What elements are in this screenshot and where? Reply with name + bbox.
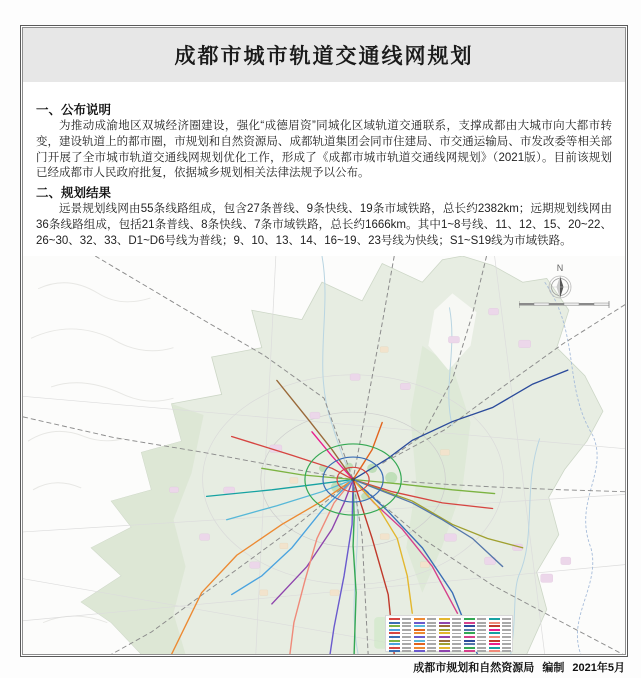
- legend-item: [439, 643, 461, 645]
- section-announcement: [36, 103, 612, 182]
- legend-item: [439, 647, 461, 649]
- legend-line-swatch: [414, 643, 425, 645]
- legend-line-swatch: [489, 647, 500, 649]
- title-band: [23, 28, 625, 82]
- legend-item: [439, 636, 461, 638]
- legend-item: [439, 622, 461, 624]
- legend-item: [414, 650, 436, 652]
- legend-label-placeholder: [427, 622, 436, 624]
- legend-item: [439, 625, 461, 627]
- legend-item: [389, 618, 411, 620]
- legend-label-placeholder: [427, 636, 436, 638]
- legend-label-placeholder: [427, 625, 436, 627]
- legend-line-swatch: [414, 629, 425, 631]
- legend-label-placeholder: [477, 629, 486, 631]
- legend-line-swatch: [464, 618, 475, 620]
- legend-line-swatch: [489, 636, 500, 638]
- legend-line-swatch: [464, 625, 475, 627]
- legend-line-swatch: [489, 632, 500, 634]
- legend-label-placeholder: [427, 640, 436, 642]
- document-frame-inner: [22, 27, 626, 655]
- legend-item: [439, 629, 461, 631]
- section-results-heading: 二、规划结果: [36, 186, 112, 201]
- legend-line-swatch: [414, 625, 425, 627]
- legend-label-placeholder: [477, 636, 486, 638]
- legend-line-swatch: [489, 625, 500, 627]
- legend-label-placeholder: [502, 625, 511, 627]
- legend-label-placeholder: [452, 640, 461, 642]
- legend-line-swatch: [489, 650, 500, 652]
- legend-label-placeholder: [477, 618, 486, 620]
- legend-line-swatch: [439, 622, 450, 624]
- legend-line-swatch: [414, 640, 425, 642]
- legend-label-placeholder: [502, 647, 511, 649]
- legend-item: [414, 629, 436, 631]
- legend-item: [389, 650, 411, 652]
- legend-item: [414, 643, 436, 645]
- section-announcement-body: 为推动成渝地区双城经济圈建设，强化“成德眉资”同城化区域轨道交通联系，支撑成都由大城市向大都市转变，建设轨道上的都市圈，市规划和自然资源局、成都轨道集团会同市住建局、市交通运输局、市发改委等相关部门开展了全市城市轨道交通线网规划优化工作，形成了《成都市城市轨道交通线网规划》（2021版）。目前该规划已经成都市人民政府批复，依据城乡规划相关法律法规予以公布。: [36, 120, 612, 180]
- legend-line-swatch: [389, 622, 400, 624]
- legend-item: [414, 636, 436, 638]
- legend-label-placeholder: [402, 625, 411, 627]
- legend-line-swatch: [389, 643, 400, 645]
- legend-line-swatch: [389, 636, 400, 638]
- legend-label-placeholder: [452, 633, 461, 635]
- legend-line-swatch: [414, 636, 425, 638]
- legend-label-placeholder: [402, 633, 411, 635]
- legend-item: [489, 629, 511, 631]
- legend-line-swatch: [389, 625, 400, 627]
- legend-item: [489, 636, 511, 638]
- legend-label-placeholder: [477, 650, 486, 652]
- legend-label-placeholder: [427, 618, 436, 620]
- legend-label-placeholder: [452, 647, 461, 649]
- legend-label-placeholder: [502, 618, 511, 620]
- footer-credit: 成都市规划和自然资源局 编制 2021年5月: [413, 662, 625, 674]
- legend-item: [389, 629, 411, 631]
- legend-line-swatch: [439, 647, 450, 649]
- legend-item: [439, 650, 461, 652]
- legend-item: [464, 639, 486, 641]
- rail-network-map-canvas: [23, 256, 625, 654]
- legend-label-placeholder: [502, 629, 511, 631]
- legend-line-swatch: [464, 643, 475, 645]
- legend-item: [389, 647, 411, 649]
- legend-line-swatch: [414, 632, 425, 634]
- legend-line-swatch: [389, 650, 400, 652]
- legend-item: [389, 639, 411, 641]
- legend-item: [464, 643, 486, 645]
- legend-label-placeholder: [477, 643, 486, 645]
- legend-line-swatch: [439, 636, 450, 638]
- legend-label-placeholder: [402, 636, 411, 638]
- legend-label-placeholder: [477, 622, 486, 624]
- legend-label-placeholder: [477, 633, 486, 635]
- legend-line-swatch: [389, 618, 400, 620]
- legend-label-placeholder: [452, 643, 461, 645]
- legend-line-swatch: [489, 643, 500, 645]
- legend-line-swatch: [464, 632, 475, 634]
- legend-line-swatch: [439, 625, 450, 627]
- section-announcement-heading: 一、公布说明: [36, 103, 112, 117]
- legend-label-placeholder: [502, 636, 511, 638]
- legend-label-placeholder: [477, 640, 486, 642]
- legend-item: [489, 639, 511, 641]
- legend-label-placeholder: [502, 622, 511, 624]
- legend-line-swatch: [389, 629, 400, 631]
- legend-line-swatch: [389, 640, 400, 642]
- legend-label-placeholder: [452, 622, 461, 624]
- legend-label-placeholder: [427, 643, 436, 645]
- legend-item: [414, 632, 436, 634]
- legend-item: [414, 647, 436, 649]
- map-scale-bar: [519, 296, 611, 306]
- legend-item: [489, 622, 511, 624]
- legend-item: [464, 632, 486, 634]
- legend-line-swatch: [389, 647, 400, 649]
- notice-text-block: [23, 82, 625, 256]
- legend-item: [414, 618, 436, 620]
- legend-label-placeholder: [427, 629, 436, 631]
- legend-item: [489, 643, 511, 645]
- legend-line-swatch: [464, 636, 475, 638]
- legend-item: [489, 618, 511, 620]
- legend-label-placeholder: [427, 633, 436, 635]
- legend-item: [439, 639, 461, 641]
- legend-label-placeholder: [452, 625, 461, 627]
- legend-line-swatch: [414, 622, 425, 624]
- legend-item: [414, 639, 436, 641]
- legend-item: [489, 650, 511, 652]
- legend-line-swatch: [464, 640, 475, 642]
- legend-label-placeholder: [502, 640, 511, 642]
- legend-line-swatch: [464, 647, 475, 649]
- legend-line-swatch: [414, 647, 425, 649]
- legend-line-swatch: [464, 622, 475, 624]
- legend-line-swatch: [439, 618, 450, 620]
- legend-label-placeholder: [402, 643, 411, 645]
- legend-line-swatch: [439, 643, 450, 645]
- legend-item: [389, 636, 411, 638]
- legend-label-placeholder: [477, 647, 486, 649]
- legend-label-placeholder: [402, 650, 411, 652]
- legend-item: [464, 650, 486, 652]
- legend-item: [464, 647, 486, 649]
- legend-label-placeholder: [452, 629, 461, 631]
- legend-line-swatch: [464, 629, 475, 631]
- legend-label-placeholder: [452, 650, 461, 652]
- legend-label-placeholder: [402, 640, 411, 642]
- legend-label-placeholder: [402, 618, 411, 620]
- legend-line-swatch: [439, 650, 450, 652]
- document-frame: [20, 25, 628, 657]
- legend-item: [464, 625, 486, 627]
- legend-line-swatch: [464, 650, 475, 652]
- legend-item: [464, 618, 486, 620]
- legend-item: [389, 622, 411, 624]
- legend-item: [414, 625, 436, 627]
- legend-item: [439, 618, 461, 620]
- legend-label-placeholder: [502, 633, 511, 635]
- section-results-body: 远景规划线网由55条线路组成，包含27条普线、9条快线、19条市域铁路，总长约2382km；远期规划线网由36条线路组成，包括21条普线、8条快线、7条市域铁路，总长约1666km。其中1~8号线、11、12、15、20~22、26~30、32、33、D1~D6号线为普线；9、10、13、14、16~19、23号线为快线；S1~S19线为市域铁路。: [36, 203, 612, 247]
- legend-label-placeholder: [402, 622, 411, 624]
- legend-line-swatch: [489, 629, 500, 631]
- legend-line-swatch: [439, 640, 450, 642]
- scale-bar-icon: [519, 299, 611, 309]
- legend-item: [389, 625, 411, 627]
- legend-item: [389, 643, 411, 645]
- legend-line-swatch: [489, 640, 500, 642]
- legend-label-placeholder: [427, 647, 436, 649]
- legend-label-placeholder: [452, 618, 461, 620]
- legend-item: [464, 629, 486, 631]
- legend-label-placeholder: [477, 625, 486, 627]
- legend-item: [464, 622, 486, 624]
- legend-item: [389, 632, 411, 634]
- rail-network-map: [23, 256, 625, 654]
- legend-item: [464, 636, 486, 638]
- legend-label-placeholder: [452, 636, 461, 638]
- legend-label-placeholder: [402, 629, 411, 631]
- legend-label-placeholder: [502, 643, 511, 645]
- legend-line-swatch: [414, 618, 425, 620]
- section-results: [36, 186, 612, 249]
- legend-label-placeholder: [427, 650, 436, 652]
- map-legend: [385, 615, 513, 652]
- legend-line-swatch: [389, 632, 400, 634]
- legend-line-swatch: [439, 632, 450, 634]
- legend-item: [489, 647, 511, 649]
- page-title: 成都市城市轨道交通线网规划: [174, 45, 474, 68]
- legend-item: [439, 632, 461, 634]
- legend-label-placeholder: [402, 647, 411, 649]
- legend-line-swatch: [489, 618, 500, 620]
- legend-line-swatch: [414, 650, 425, 652]
- legend-line-swatch: [439, 629, 450, 631]
- legend-item: [489, 632, 511, 634]
- legend-item: [414, 622, 436, 624]
- legend-label-placeholder: [502, 650, 511, 652]
- legend-item: [489, 625, 511, 627]
- compass-north-label: N: [556, 262, 564, 273]
- legend-line-swatch: [489, 622, 500, 624]
